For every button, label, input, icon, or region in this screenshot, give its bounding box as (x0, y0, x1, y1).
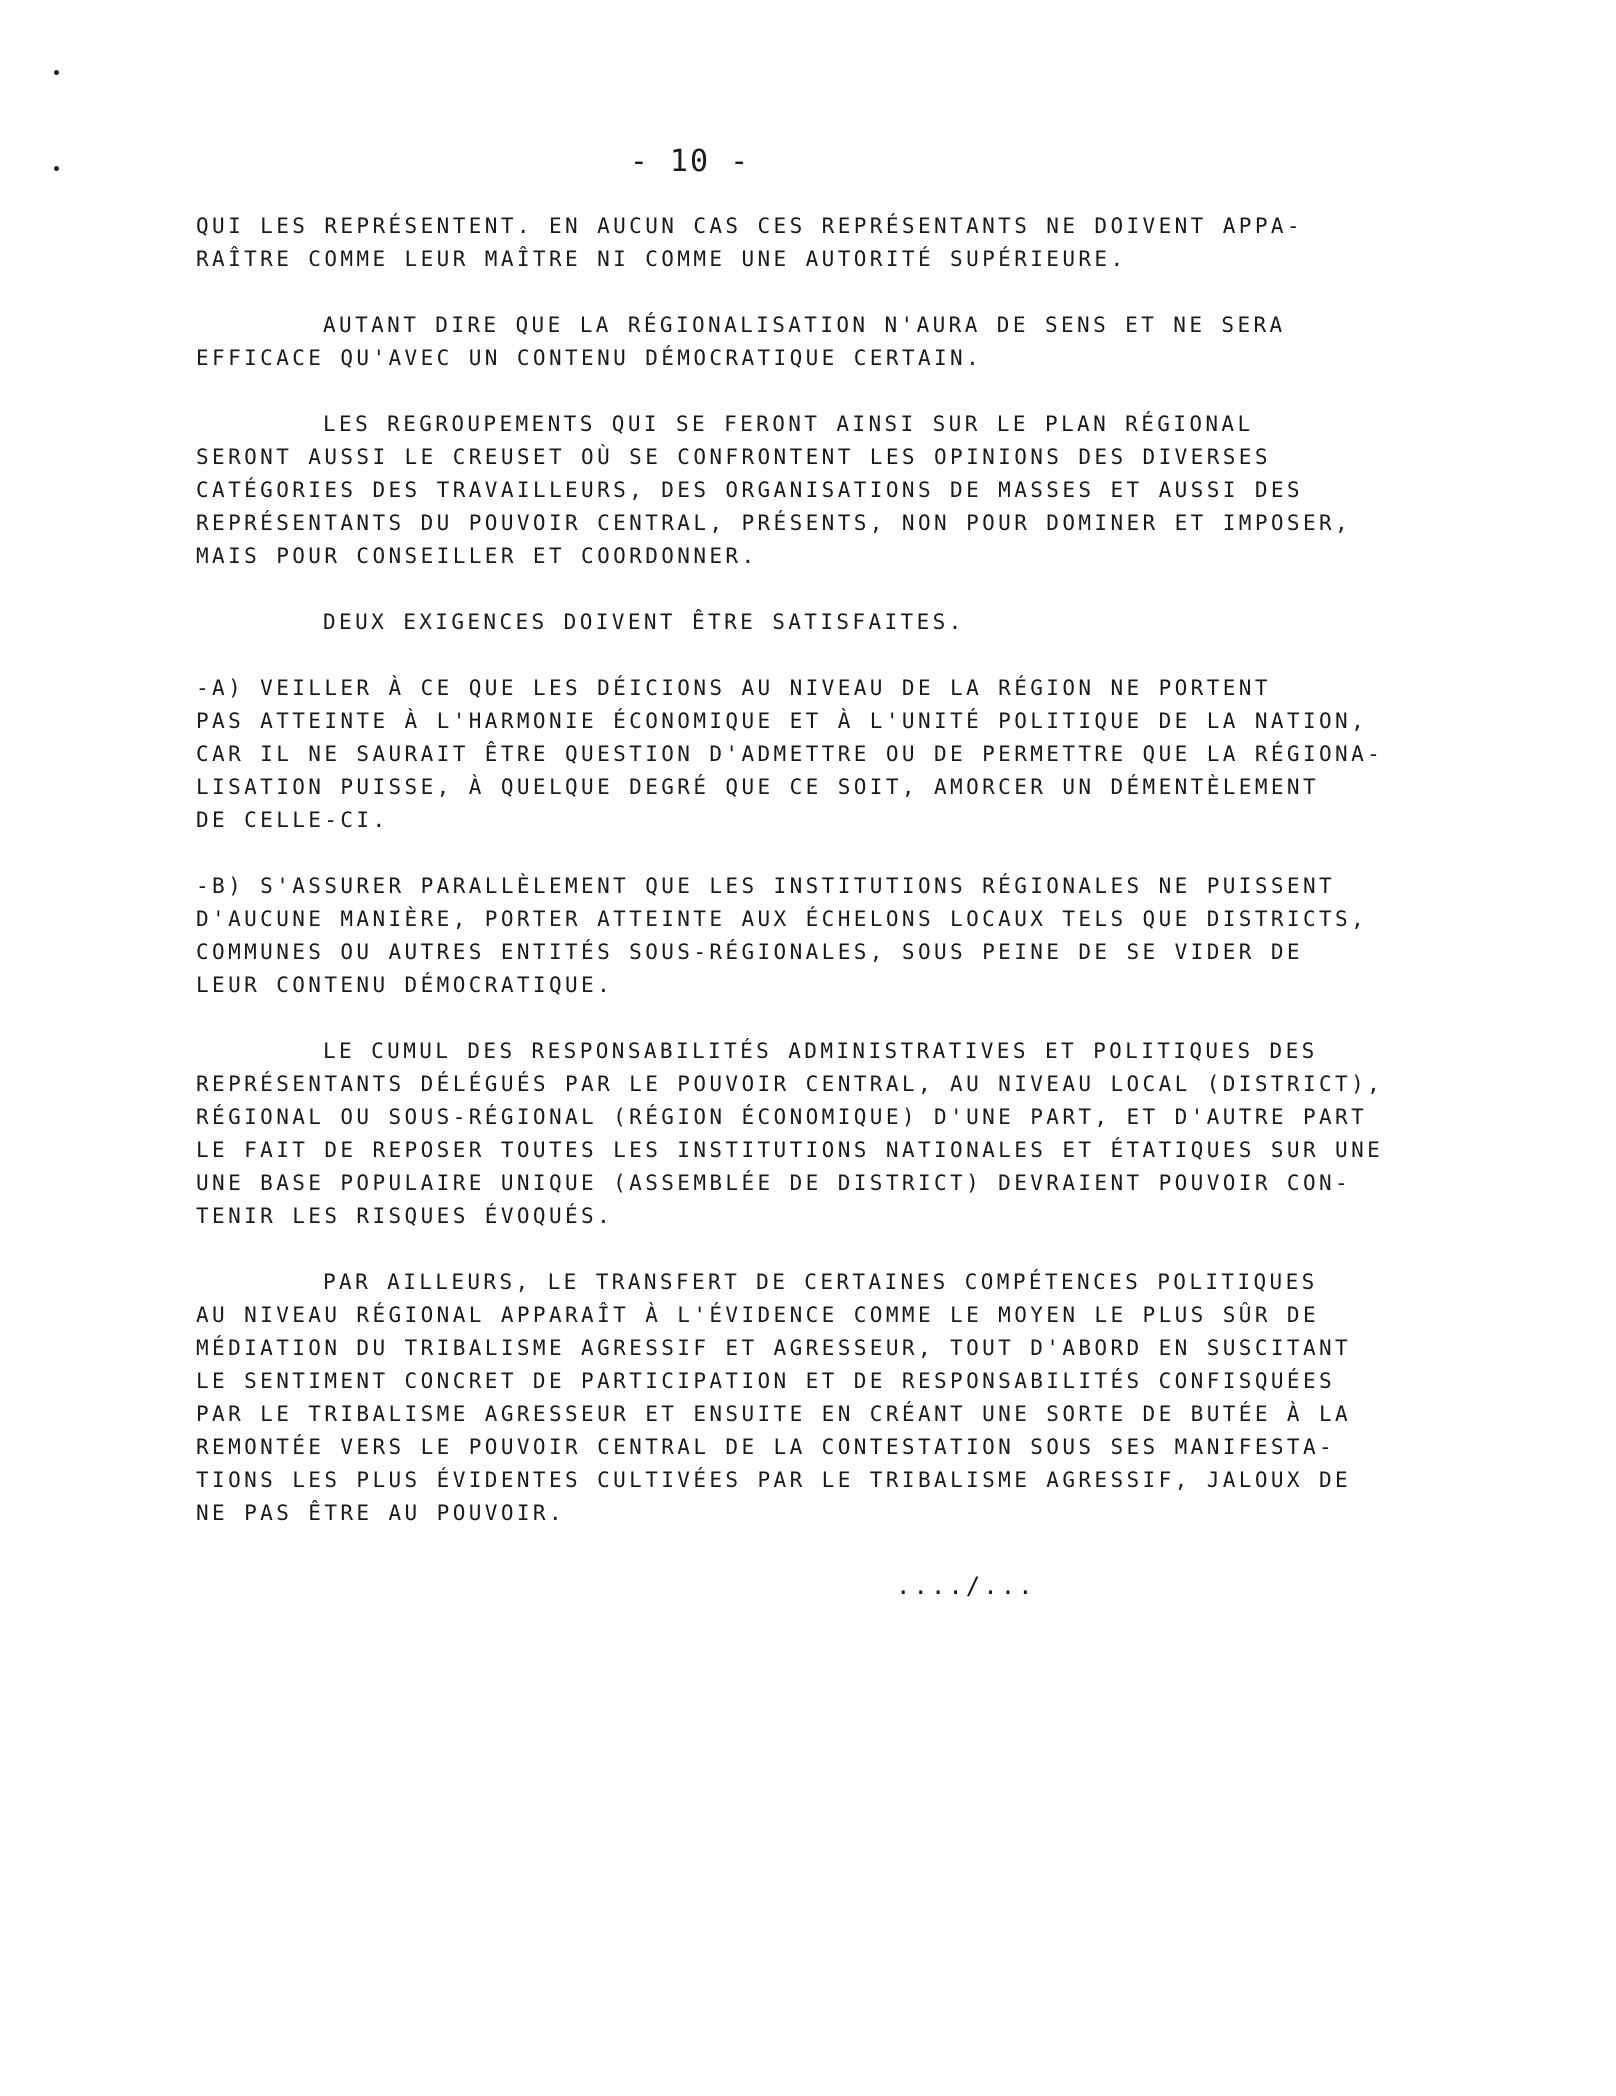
text-line: SERONT AUSSI LE CREUSET OÙ SE CONFRONTENT LES OPINIONS DES DIVERSES (196, 445, 1271, 469)
text-line: COMMUNES OU AUTRES ENTITÉS SOUS-RÉGIONALES, SOUS PEINE DE SE VIDER DE (196, 940, 1303, 964)
text-line: NE PAS ÊTRE AU POUVOIR. (196, 1501, 565, 1525)
text-line: PAR LE TRIBALISME AGRESSEUR ET ENSUITE EN CRÉANT UNE SORTE DE BUTÉE À LA (196, 1402, 1352, 1426)
paragraph (196, 309, 1526, 375)
text-line: PAS ATTEINTE À L'HARMONIE ÉCONOMIQUE ET À L'UNITÉ POLITIQUE DE LA NATION, (196, 709, 1368, 733)
text-line: MÉDIATION DU TRIBALISME AGRESSIF ET AGRESSEUR, TOUT D'ABORD EN SUSCITANT (196, 1336, 1352, 1360)
text-line: LE FAIT DE REPOSER TOUTES LES INSTITUTIONS NATIONALES ET ÉTATIQUES SUR UNE (196, 1138, 1384, 1162)
text-line: REPRÉSENTANTS DÉLÉGUÉS PAR LE POUVOIR CENTRAL, AU NIVEAU LOCAL (DISTRICT), (196, 1072, 1384, 1096)
text-line: LE CUMUL DES RESPONSABILITÉS ADMINISTRATIVES ET POLITIQUES DES (323, 1039, 1318, 1063)
text-line: RAÎTRE COMME LEUR MAÎTRE NI COMME UNE AUTORITÉ SUPÉRIEURE. (196, 247, 1127, 271)
paragraph (196, 1035, 1526, 1233)
text-line: LES REGROUPEMENTS QUI SE FERONT AINSI SUR LE PLAN RÉGIONAL (323, 412, 1254, 436)
text-line: TIONS LES PLUS ÉVIDENTES CULTIVÉES PAR LE TRIBALISME AGRESSIF, JALOUX DE (196, 1468, 1352, 1492)
paragraph-item-b (196, 870, 1526, 1002)
paragraph (196, 408, 1526, 573)
page-number: - 10 - (629, 144, 751, 179)
text-line: LE SENTIMENT CONCRET DE PARTICIPATION ET DE RESPONSABILITÉS CONFISQUÉES (196, 1369, 1336, 1393)
paragraph (196, 1266, 1526, 1530)
text-line: EFFICACE QU'AVEC UN CONTENU DÉMOCRATIQUE CERTAIN. (196, 346, 983, 370)
text-line: LEUR CONTENU DÉMOCRATIQUE. (196, 973, 614, 997)
text-line: -B) S'ASSURER PARALLÈLEMENT QUE LES INSTITUTIONS RÉGIONALES NE PUISSENT (196, 874, 1336, 898)
text-line: DEUX EXIGENCES DOIVENT ÊTRE SATISFAITES. (323, 610, 965, 634)
text-line: RÉGIONAL OU SOUS-RÉGIONAL (RÉGION ÉCONOMIQUE) D'UNE PART, ET D'AUTRE PART (196, 1105, 1368, 1129)
paragraph (196, 606, 1526, 639)
text-line: AU NIVEAU RÉGIONAL APPARAÎT À L'ÉVIDENCE COMME LE MOYEN LE PLUS SÛR DE (196, 1303, 1320, 1327)
document-body (196, 210, 1526, 1563)
text-line: CATÉGORIES DES TRAVAILLEURS, DES ORGANISATIONS DE MASSES ET AUSSI DES (196, 478, 1303, 502)
text-line: REMONTÉE VERS LE POUVOIR CENTRAL DE LA CONTESTATION SOUS SES MANIFESTA- (196, 1435, 1336, 1459)
text-line: TENIR LES RISQUES ÉVOQUÉS. (196, 1204, 614, 1228)
text-line: PAR AILLEURS, LE TRANSFERT DE CERTAINES COMPÉTENCES POLITIQUES (323, 1270, 1318, 1294)
text-line: LISATION PUISSE, À QUELQUE DEGRÉ QUE CE SOIT, AMORCER UN DÉMENTÈLEMENT (196, 775, 1320, 799)
text-line: MAIS POUR CONSEILLER ET COORDONNER. (196, 544, 758, 568)
text-line: D'AUCUNE MANIÈRE, PORTER ATTEINTE AUX ÉCHELONS LOCAUX TELS QUE DISTRICTS, (196, 907, 1368, 931)
text-line: QUI LES REPRÉSENTENT. EN AUCUN CAS CES REPRÉSENTANTS NE DOIVENT APPA- (196, 214, 1303, 238)
paragraph-item-a (196, 672, 1526, 837)
text-line: -A) VEILLER À CE QUE LES DÉICIONS AU NIVEAU DE LA RÉGION NE PORTENT (196, 676, 1271, 700)
text-line: CAR IL NE SAURAIT ÊTRE QUESTION D'ADMETTRE OU DE PERMETTRE QUE LA RÉGIONA- (196, 742, 1384, 766)
text-line: DE CELLE-CI. (196, 808, 389, 832)
continuation-mark: ..../... (896, 1572, 1036, 1600)
margin-speck (54, 166, 59, 171)
paragraph (196, 210, 1526, 276)
text-line: REPRÉSENTANTS DU POUVOIR CENTRAL, PRÉSENTS, NON POUR DOMINER ET IMPOSER, (196, 511, 1352, 535)
text-line: UNE BASE POPULAIRE UNIQUE (ASSEMBLÉE DE DISTRICT) DEVRAIENT POUVOIR CON- (196, 1171, 1352, 1195)
margin-speck (54, 70, 59, 75)
text-line: AUTANT DIRE QUE LA RÉGIONALISATION N'AURA DE SENS ET NE SERA (323, 313, 1286, 337)
